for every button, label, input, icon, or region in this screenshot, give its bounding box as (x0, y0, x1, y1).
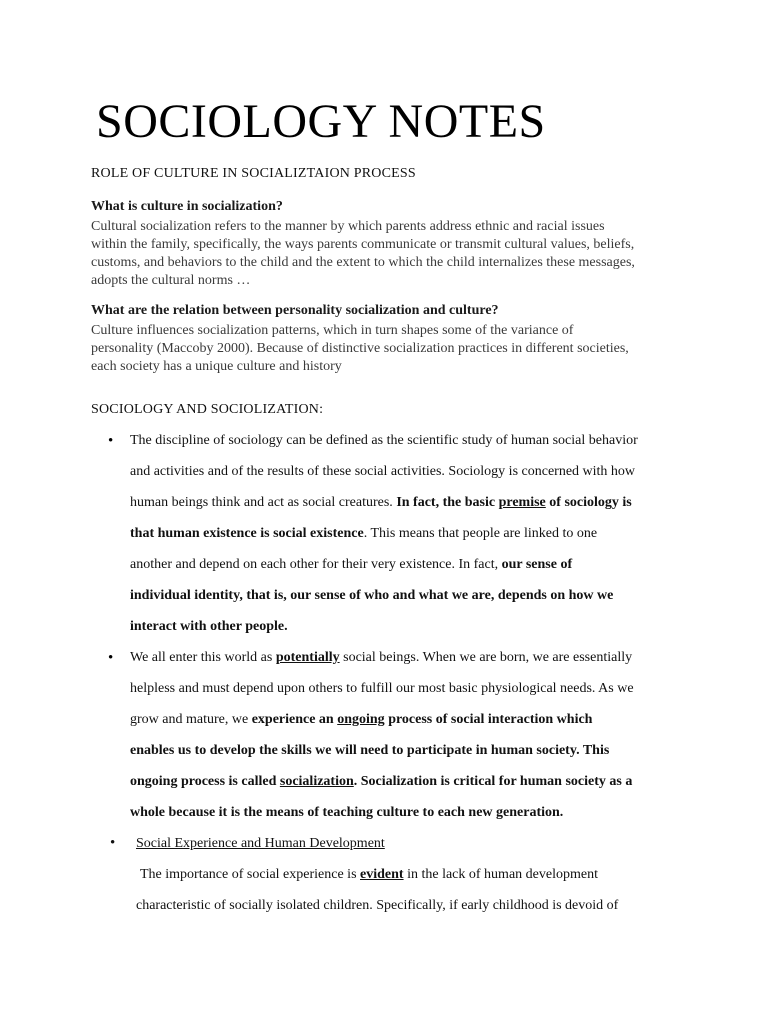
paragraph-line: Cultural socialization refers to the manner by which parents address ethnic and racial issues (91, 219, 605, 234)
document-title: SOCIOLOGY NOTES (96, 95, 546, 148)
underlined-term: premise (498, 495, 546, 510)
paragraph-line: Culture influences socialization patterns, which in turn shapes some of the variance of (91, 323, 574, 338)
bold-text: . Socialization is critical for human society as a (353, 774, 633, 789)
bold-text: our sense of (501, 557, 573, 572)
paragraph-line: each society has a unique culture and history (91, 359, 342, 374)
text-run: human beings think and act as social creatures. (130, 495, 397, 510)
answer-personality-culture (91, 322, 691, 376)
bold-text: process of social interaction which (384, 712, 593, 727)
bullet-line: characteristic of socially isolated children. Specifically, if early childhood is devoid of (136, 898, 619, 913)
bold-text: ongoing process is called (130, 774, 280, 789)
bold-text: experience an (251, 712, 338, 727)
bullet-marker: • (108, 433, 114, 449)
text-run: grow and mature, we (130, 712, 252, 727)
subheading-social-experience: Social Experience and Human Development (136, 836, 385, 851)
question-personality-culture: What are the relation between personality socialization and culture? (91, 303, 499, 318)
section-heading-sociology: SOCIOLOGY AND SOCIOLIZATION: (91, 402, 324, 417)
paragraph-line: within the family, specifically, the ways parents communicate or transmit cultural values, beliefs, (91, 237, 635, 252)
section-heading-culture: ROLE OF CULTURE IN SOCIALIZTAION PROCESS (91, 166, 416, 181)
bullet-line (130, 704, 690, 735)
bullet-line: individual identity, that is, our sense of who and what we are, depends on how we (130, 588, 614, 603)
answer-culture-in-socialization (91, 218, 691, 290)
paragraph-line: personality (Maccoby 2000). Because of distinctive socialization practices in different societies, (91, 341, 629, 356)
bullet-line: whole because it is the means of teaching culture to each new generation. (130, 805, 564, 820)
paragraph-line: customs, and behaviors to the child and the extent to which the child internalizes these messages, (91, 255, 635, 270)
bullet-line (136, 859, 696, 890)
paragraph-line: adopts the cultural norms … (91, 273, 251, 288)
text-run: The importance of social experience is (140, 867, 361, 882)
bullet-line (130, 487, 690, 518)
bullet-item-potentially-social (130, 642, 690, 828)
bullet-line: and activities and of the results of these social activities. Sociology is concerned with how (130, 464, 636, 479)
bullet-line: interact with other people. (130, 619, 288, 634)
bullet-line: The discipline of sociology can be defined as the scientific study of human social behavior (130, 433, 638, 448)
bullet-line (130, 766, 690, 797)
text-run: social beings. When we are born, we are essentially (339, 650, 633, 665)
text-run: in the lack of human development (403, 867, 598, 882)
bullet-line: enables us to develop the skills we will need to participate in human society. This (130, 743, 610, 758)
text-run: another and depend on each other for their very existence. In fact, (130, 557, 502, 572)
underlined-term: socialization (279, 774, 354, 789)
underlined-term: ongoing (337, 712, 385, 727)
underlined-term: evident (360, 867, 404, 882)
bold-text: In fact, the basic (396, 495, 499, 510)
text-run: We all enter this world as (130, 650, 276, 665)
question-culture-in-socialization: What is culture in socialization? (91, 199, 283, 214)
text-run: . This means that people are linked to one (363, 526, 598, 541)
bold-text: of sociology is (545, 495, 632, 510)
bold-text: that human existence is social existence (130, 526, 364, 541)
bullet-item-social-experience (136, 828, 696, 921)
bullet-line (130, 518, 690, 549)
bullet-line (130, 642, 690, 673)
bullet-marker: • (110, 835, 116, 851)
bullet-line: helpless and must depend upon others to fulfill our most basic physiological needs. As we (130, 681, 634, 696)
bullet-marker: • (108, 650, 114, 666)
bullet-line (130, 549, 690, 580)
underlined-term: potentially (275, 650, 340, 665)
bullet-item-discipline (130, 425, 690, 642)
